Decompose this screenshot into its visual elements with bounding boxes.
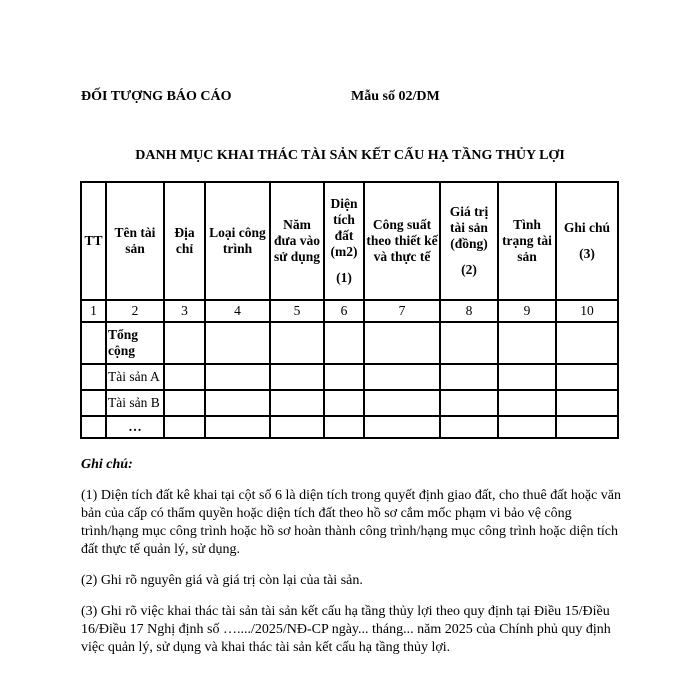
note-3: (3) Ghi rõ việc khai thác tài sản tài sản kết cấu hạ tầng thủy lợi theo quy định tại Điều 15/Điều 16/Điều 17 Nghị định số …..../2025/NĐ-CP ngày... tháng... năm 2025 của Chính phủ quy định việc quản lý, sử dụng và khai thác tài sản kết cấu hạ tầng thủy lợi. — [81, 604, 611, 655]
column-number: 3 — [164, 300, 205, 322]
table-row — [81, 390, 618, 416]
column-number: 10 — [556, 300, 618, 322]
table-cell — [164, 364, 205, 390]
asset-table — [80, 181, 619, 439]
row-name: Tài sản A — [106, 364, 164, 390]
col-header-capacity: Công suất theo thiết kế và thực tế — [364, 182, 440, 300]
row-name-total: Tổng cộng — [106, 322, 164, 364]
column-number-row — [81, 300, 618, 322]
column-number: 1 — [81, 300, 106, 322]
table-cell — [498, 416, 556, 438]
table-cell — [324, 322, 364, 364]
table-cell — [364, 416, 440, 438]
table-cell — [364, 322, 440, 364]
table-cell — [440, 416, 498, 438]
note-1: (1) Diện tích đất kê khai tại cột số 6 là diện tích trong quyết định giao đất, cho thuê đất hoặc văn bản của cấp có thẩm quyền hoặc diện tích đất theo hồ sơ cắm mốc phạm vi bảo vệ công trình/hạng mục công trình hoặc hồ sơ hoàn thành công trình/hạng mục công trình hoặc diện tích đất thực tế quản lý, sử dụng. — [81, 488, 622, 557]
table-cell — [440, 390, 498, 416]
notes-section — [81, 456, 621, 670]
row-name-ellipsis: … — [106, 416, 164, 438]
table-cell — [498, 390, 556, 416]
table-cell — [498, 322, 556, 364]
table-cell — [205, 322, 270, 364]
table-cell — [205, 364, 270, 390]
table-cell — [270, 416, 324, 438]
column-number: 8 — [440, 300, 498, 322]
table-cell — [324, 364, 364, 390]
table-cell — [440, 322, 498, 364]
form-number: Mẫu số 02/DM — [351, 89, 440, 104]
report-subject-label: ĐỐI TƯỢNG BÁO CÁO — [81, 89, 232, 104]
col-header-address: Địa chỉ — [164, 182, 205, 300]
footnote-ref-2: (2) — [461, 262, 477, 277]
table-cell — [556, 416, 618, 438]
column-number: 2 — [106, 300, 164, 322]
table-cell — [164, 322, 205, 364]
table-row-total — [81, 322, 618, 364]
col-header-type: Loại công trình — [205, 182, 270, 300]
column-number: 4 — [205, 300, 270, 322]
footnote-ref-1: (1) — [336, 270, 352, 285]
table-cell — [164, 416, 205, 438]
table-cell — [270, 364, 324, 390]
col-header-land-area — [324, 182, 364, 300]
table-row — [81, 416, 618, 438]
notes-heading: Ghi chú: — [81, 457, 133, 472]
col-header-note — [556, 182, 618, 300]
table-cell — [270, 390, 324, 416]
table-cell — [364, 390, 440, 416]
column-number: 7 — [364, 300, 440, 322]
table-cell — [205, 390, 270, 416]
table-cell — [205, 416, 270, 438]
table-cell — [364, 364, 440, 390]
column-number: 5 — [270, 300, 324, 322]
table-cell — [81, 416, 106, 438]
footnote-ref-3: (3) — [579, 246, 595, 261]
col-header-value-label: Giá trị tài sản (đồng) — [449, 204, 489, 251]
table-cell — [556, 322, 618, 364]
column-number: 9 — [498, 300, 556, 322]
table-header-row — [81, 182, 618, 300]
table-row — [81, 364, 618, 390]
table-cell — [81, 322, 106, 364]
col-header-note-label: Ghi chú — [563, 220, 611, 235]
table-cell — [556, 364, 618, 390]
row-name: Tài sản B — [106, 390, 164, 416]
table-cell — [270, 322, 324, 364]
table-cell — [556, 390, 618, 416]
document-title: DANH MỤC KHAI THÁC TÀI SẢN KẾT CẤU HẠ TẦNG THỦY LỢI — [135, 148, 565, 163]
col-header-asset-name: Tên tài sản — [106, 182, 164, 300]
col-header-land-area-label: Diện tích đất (m2) — [330, 196, 358, 259]
table-cell — [498, 364, 556, 390]
col-header-year: Năm đưa vào sử dụng — [270, 182, 324, 300]
col-header-status: Tình trạng tài sản — [498, 182, 556, 300]
column-number: 6 — [324, 300, 364, 322]
table-cell — [81, 364, 106, 390]
col-header-value — [440, 182, 498, 300]
table-cell — [324, 416, 364, 438]
table-cell — [164, 390, 205, 416]
col-header-tt: TT — [81, 182, 106, 300]
table-cell — [324, 390, 364, 416]
table-cell — [81, 390, 106, 416]
table-cell — [440, 364, 498, 390]
note-2: (2) Ghi rõ nguyên giá và giá trị còn lại của tài sản. — [81, 573, 363, 588]
